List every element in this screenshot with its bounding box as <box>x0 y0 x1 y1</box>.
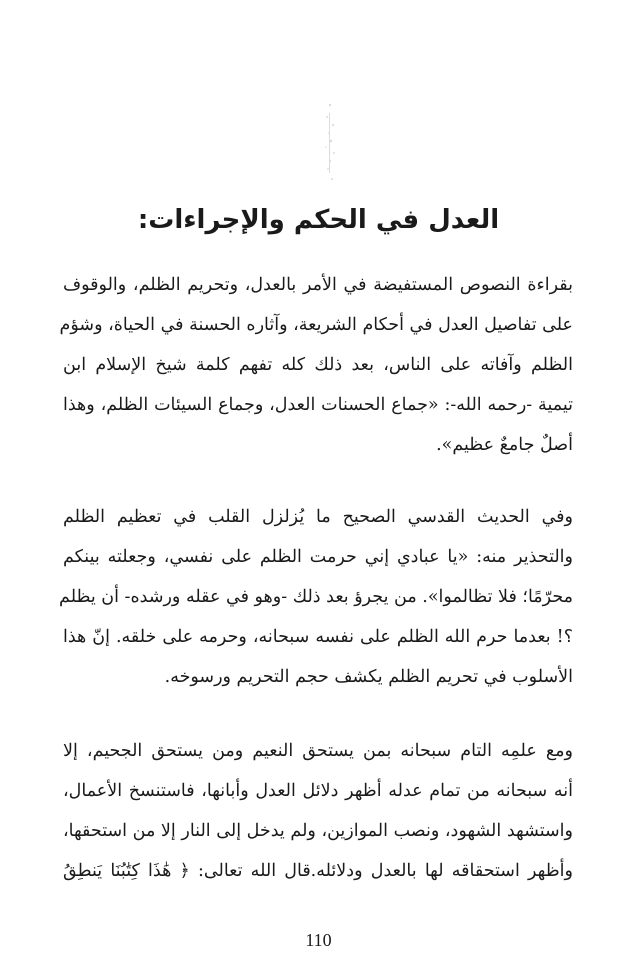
text-line: الظلم وآفاته على الناس، بعد ذلك كله تفهم كلمة شيخ الإسلام ابن <box>63 355 573 375</box>
paragraph-qudsi-hadith <box>59 497 573 697</box>
text-line: على تفاصيل العدل في أحكام الشريعة، وآثاره الحسنة في الحياة، وشؤم <box>59 315 573 335</box>
text-line: محرّمًا؛ فلا تظالموا». من يجرؤ بعد ذلك -وهو في عقله ورشده- أن يظلم <box>59 587 573 607</box>
text-line: والتحذير منه: «يا عبادي إني حرمت الظلم على نفسي، وجعلته بينكم <box>63 547 573 567</box>
page-number: 110 <box>305 930 332 950</box>
text-line: وفي الحديث القدسي الصحيح ما يُزلزل القلب في تعظيم الظلم <box>63 507 573 527</box>
text-line: الأسلوب في تحريم الظلم يكشف حجم التحريم ورسوخه. <box>164 667 573 687</box>
text-line: واستشهد الشهود، ونصب الموازين، ولم يدخل إلى النار إلا من استحقها، <box>63 821 573 841</box>
paragraph-justice-texts <box>59 265 573 465</box>
text-line: تيمية -رحمه الله-: «جماع الحسنات العدل، وجماع السيئات الظلم، وهذا <box>63 395 573 415</box>
faint-ornament-mark <box>300 95 360 195</box>
text-line: بقراءة النصوص المستفيضة في الأمر بالعدل، وتحريم الظلم، والوقوف <box>63 275 573 295</box>
text-line: أنه سبحانه من تمام عدله أظهر دلائل العدل وأبانها، فاستنسخ الأعمال، <box>63 781 573 801</box>
paragraph-divine-justice <box>63 731 573 891</box>
text-line: ؟! بعدما حرم الله الظلم على نفسه سبحانه، وحرمه على خلقه. إنّ هذا <box>63 627 573 647</box>
text-line: أصلٌ جامعٌ عظيم». <box>436 435 573 455</box>
text-line: ومع علمِه التام سبحانه بمن يستحق النعيم ومن يستحق الجحيم، إلا <box>63 741 573 761</box>
text-line: وأظهر استحقاقه لها بالعدل ودلائله.قال الله تعالى: ﴿ هَٰذَا كِتَٰبُنَا يَنطِقُ <box>63 861 573 881</box>
section-heading: العدل في الحكم والإجراءات: <box>137 205 500 235</box>
